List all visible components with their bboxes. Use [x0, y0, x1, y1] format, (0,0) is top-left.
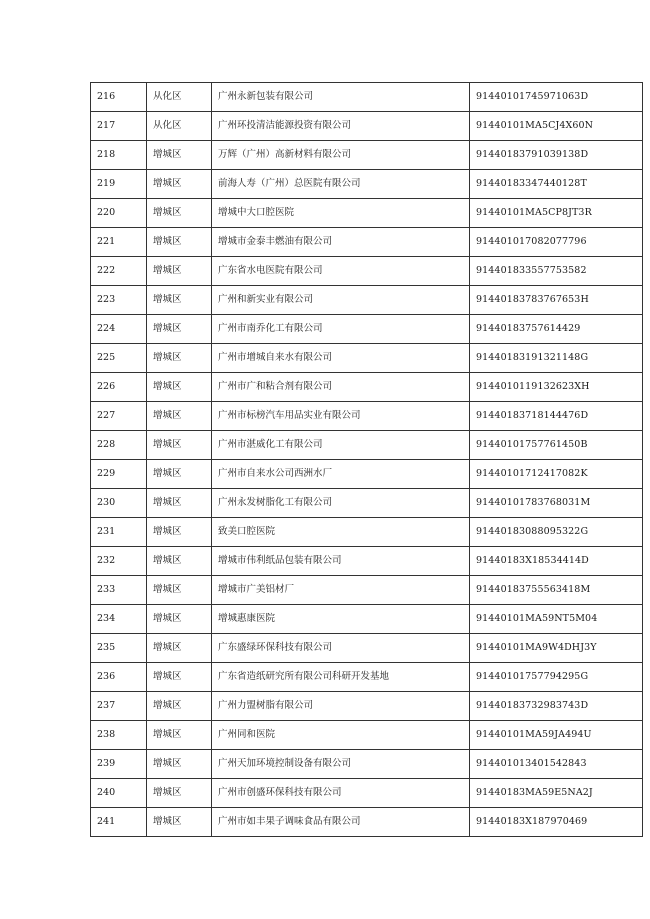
row-number-cell: 224: [91, 315, 147, 344]
row-number-cell: 225: [91, 344, 147, 373]
company-name-cell: 增城市金泰丰燃油有限公司: [212, 228, 470, 257]
table-row: [91, 489, 643, 518]
table-row: [91, 547, 643, 576]
company-name-cell: 增城市伟利纸品包装有限公司: [212, 547, 470, 576]
district-cell: 增城区: [147, 576, 212, 605]
table-row: [91, 402, 643, 431]
table-body: [91, 83, 643, 837]
credit-code-cell: 91440183X187970469: [470, 808, 643, 837]
district-cell: 增城区: [147, 402, 212, 431]
district-cell: 增城区: [147, 547, 212, 576]
credit-code-cell: 91440183191321148G: [470, 344, 643, 373]
row-number-cell: 221: [91, 228, 147, 257]
district-cell: 增城区: [147, 344, 212, 373]
district-cell: 增城区: [147, 141, 212, 170]
row-number-cell: 218: [91, 141, 147, 170]
row-number-cell: 236: [91, 663, 147, 692]
credit-code-cell: 91440101MA9W4DHJ3Y: [470, 634, 643, 663]
table-row: [91, 779, 643, 808]
district-cell: 增城区: [147, 808, 212, 837]
credit-code-cell: 91440183718144476D: [470, 402, 643, 431]
credit-code-cell: 91440101MA5CP8JT3R: [470, 199, 643, 228]
table-row: [91, 170, 643, 199]
row-number-cell: 217: [91, 112, 147, 141]
table-row: [91, 344, 643, 373]
credit-code-cell: 91440183757614429: [470, 315, 643, 344]
row-number-cell: 239: [91, 750, 147, 779]
district-cell: 增城区: [147, 228, 212, 257]
table-row: [91, 721, 643, 750]
company-name-cell: 广州力盟树脂有限公司: [212, 692, 470, 721]
row-number-cell: 241: [91, 808, 147, 837]
row-number-cell: 240: [91, 779, 147, 808]
company-name-cell: 增城市广美铝材厂: [212, 576, 470, 605]
credit-code-cell: 91440183088095322G: [470, 518, 643, 547]
district-cell: 增城区: [147, 170, 212, 199]
credit-code-cell: 91440183783767653H: [470, 286, 643, 315]
table-row: [91, 576, 643, 605]
district-cell: 增城区: [147, 634, 212, 663]
table-row: [91, 315, 643, 344]
credit-code-cell: 91440101745971063D: [470, 83, 643, 112]
table-row: [91, 112, 643, 141]
credit-code-cell: 91440183755563418M: [470, 576, 643, 605]
company-name-cell: 广州同和医院: [212, 721, 470, 750]
company-name-cell: 广东盛绿环保科技有限公司: [212, 634, 470, 663]
row-number-cell: 237: [91, 692, 147, 721]
company-name-cell: 广东省造纸研究所有限公司科研开发基地: [212, 663, 470, 692]
table-row: [91, 605, 643, 634]
credit-code-cell: 91440101757761450B: [470, 431, 643, 460]
company-name-cell: 广州市湛威化工有限公司: [212, 431, 470, 460]
credit-code-cell: 914401013401542843: [470, 750, 643, 779]
district-cell: 增城区: [147, 663, 212, 692]
row-number-cell: 226: [91, 373, 147, 402]
table-row: [91, 286, 643, 315]
credit-code-cell: 91440183791039138D: [470, 141, 643, 170]
district-cell: 增城区: [147, 199, 212, 228]
company-name-cell: 广州永发树脂化工有限公司: [212, 489, 470, 518]
row-number-cell: 223: [91, 286, 147, 315]
table-row: [91, 663, 643, 692]
row-number-cell: 220: [91, 199, 147, 228]
credit-code-cell: 91440101783768031M: [470, 489, 643, 518]
table-row: [91, 373, 643, 402]
credit-code-cell: 91440101757794295G: [470, 663, 643, 692]
credit-code-cell: 914401017082077796: [470, 228, 643, 257]
row-number-cell: 235: [91, 634, 147, 663]
company-name-cell: 致美口腔医院: [212, 518, 470, 547]
district-cell: 增城区: [147, 257, 212, 286]
credit-code-cell: 91440183MA59E5NA2J: [470, 779, 643, 808]
company-name-cell: 广州天加环境控制设备有限公司: [212, 750, 470, 779]
company-name-cell: 广州市广和粘合剂有限公司: [212, 373, 470, 402]
credit-code-cell: 91440101MA5CJ4X60N: [470, 112, 643, 141]
row-number-cell: 233: [91, 576, 147, 605]
table-row: [91, 431, 643, 460]
row-number-cell: 234: [91, 605, 147, 634]
company-name-cell: 增城中大口腔医院: [212, 199, 470, 228]
district-cell: 增城区: [147, 721, 212, 750]
credit-code-cell: 91440101MA59NT5M04: [470, 605, 643, 634]
district-cell: 增城区: [147, 315, 212, 344]
district-cell: 增城区: [147, 692, 212, 721]
company-name-cell: 广州永新包装有限公司: [212, 83, 470, 112]
row-number-cell: 231: [91, 518, 147, 547]
district-cell: 增城区: [147, 286, 212, 315]
row-number-cell: 216: [91, 83, 147, 112]
row-number-cell: 222: [91, 257, 147, 286]
district-cell: 增城区: [147, 431, 212, 460]
district-cell: 从化区: [147, 112, 212, 141]
company-name-cell: 广州市增城自来水有限公司: [212, 344, 470, 373]
table-row: [91, 83, 643, 112]
row-number-cell: 219: [91, 170, 147, 199]
table-row: [91, 199, 643, 228]
table-row: [91, 141, 643, 170]
district-cell: 增城区: [147, 489, 212, 518]
table-row: [91, 634, 643, 663]
company-name-cell: 广州环投清洁能源投资有限公司: [212, 112, 470, 141]
row-number-cell: 238: [91, 721, 147, 750]
row-number-cell: 230: [91, 489, 147, 518]
district-cell: 增城区: [147, 750, 212, 779]
table-row: [91, 460, 643, 489]
credit-code-cell: 91440101712417082K: [470, 460, 643, 489]
table-row: [91, 808, 643, 837]
credit-code-cell: 91440101MA59JA494U: [470, 721, 643, 750]
district-cell: 增城区: [147, 460, 212, 489]
table-row: [91, 228, 643, 257]
company-name-cell: 前海人寿（广州）总医院有限公司: [212, 170, 470, 199]
credit-code-cell: 91440183347440128T: [470, 170, 643, 199]
row-number-cell: 228: [91, 431, 147, 460]
credit-code-cell: 9144010119132623XH: [470, 373, 643, 402]
district-cell: 增城区: [147, 779, 212, 808]
table-row: [91, 257, 643, 286]
company-name-cell: 广州市标榜汽车用品实业有限公司: [212, 402, 470, 431]
row-number-cell: 227: [91, 402, 147, 431]
district-cell: 增城区: [147, 373, 212, 402]
company-name-cell: 广州市如丰果子调味食品有限公司: [212, 808, 470, 837]
table-row: [91, 750, 643, 779]
company-name-cell: 万辉（广州）高新材料有限公司: [212, 141, 470, 170]
credit-code-cell: 914401833557753582: [470, 257, 643, 286]
district-cell: 增城区: [147, 518, 212, 547]
row-number-cell: 229: [91, 460, 147, 489]
company-name-cell: 广州市创盛环保科技有限公司: [212, 779, 470, 808]
table-row: [91, 518, 643, 547]
company-name-cell: 广州市南乔化工有限公司: [212, 315, 470, 344]
company-name-cell: 广州和新实业有限公司: [212, 286, 470, 315]
table-row: [91, 692, 643, 721]
district-cell: 增城区: [147, 605, 212, 634]
credit-code-cell: 91440183X18534414D: [470, 547, 643, 576]
credit-code-cell: 91440183732983743D: [470, 692, 643, 721]
company-name-cell: 增城惠康医院: [212, 605, 470, 634]
row-number-cell: 232: [91, 547, 147, 576]
district-cell: 从化区: [147, 83, 212, 112]
company-name-cell: 广东省水电医院有限公司: [212, 257, 470, 286]
company-table: [90, 82, 643, 837]
company-name-cell: 广州市自来水公司西洲水厂: [212, 460, 470, 489]
